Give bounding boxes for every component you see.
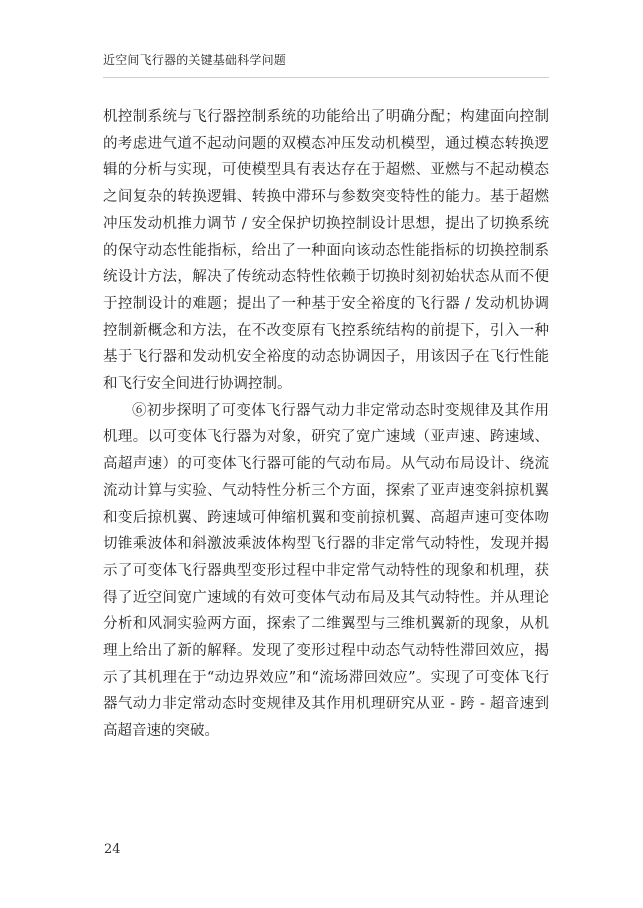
page-number: 24 xyxy=(104,842,121,857)
body-text xyxy=(103,104,549,745)
header-divider xyxy=(103,77,549,78)
paragraph-item-6: ⑥初步探明了可变体飞行器气动力非定常动态时变规律及其作用机理。以可变体飞行器为对象，研究了宽广速域（亚声速、跨速域、高超声速）的可变体飞行器可能的气动布局。从气动布局设计、绕流流动计算与实验、气动特性分析三个方面，探索了亚声速变斜掠机翼和变后掠机翼、跨速域可伸缩机翼和变前掠机翼、高超声速可变体吻切锥乘波体和斜激波乘波体构型飞行器的非定常气动特性，发现并揭示了可变体飞行器典型变形过程中非定常气动特性的现象和机理，获得了近空间宽广速域的有效可变体气动布局及其气动特性。并从理论分析和风洞实验两方面，探索了二维翼型与三维机翼新的现象，从机理上给出了新的解释。发现了变形过程中动态气动特性滞回效应，揭示了其机理在于“动边界效应”和“流场滞回效应”。实现了可变体飞行器气动力非定常动态时变规律及其作用机理研究从亚 - 跨 - 超音速到高超音速的突破。 xyxy=(103,402,549,740)
running-header: 近空间飞行器的关键基础科学问题 xyxy=(103,53,287,67)
paragraph-continued: 机控制系统与飞行器控制系统的功能给出了明确分配；构建面向控制的考虑进气道不起动问题的双模态冲压发动机模型，通过模态转换逻辑的分析与实现，可使模型具有表达存在于超燃、亚燃与不起动模态之间复杂的转换逻辑、转换中滞环与参数突变特性的能力。基于超燃冲压发动机推力调节 / 安全保护切换控制设计思想，提出了切换系统的保守动态性能指标，给出了一种面向该动态性能指标的切换控制系统设计方法，解决了传统动态特性依赖于切换时刻初始状态从而不便于控制设计的难题；提出了一种基于安全裕度的飞行器 / 发动机协调控制新概念和方法，在不改变原有飞控系统结构的前提下，引入一种基于飞行器和发动机安全裕度的动态协调因子，用该因子在飞行性能和飞行安全间进行协调控制。 xyxy=(103,109,549,393)
